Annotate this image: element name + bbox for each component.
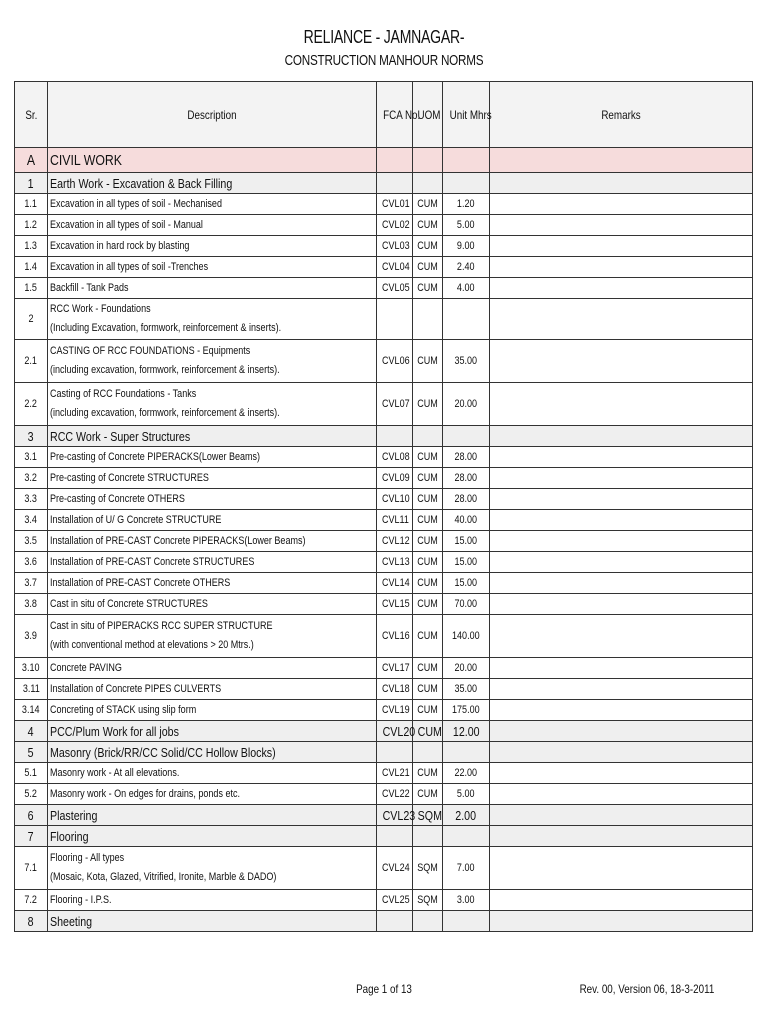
table-row bbox=[15, 510, 753, 531]
row-sr: 3.8 bbox=[15, 594, 48, 615]
row-description: Cast in situ of PIPERACKS RCC SUPER STRUCTURE (with conventional method at elevations > 20 Mtrs.) bbox=[48, 615, 377, 658]
row-uom bbox=[413, 173, 443, 194]
row-uom: SQM bbox=[413, 890, 443, 911]
row-uom: CUM bbox=[413, 552, 443, 573]
row-fca: CVL03 bbox=[377, 236, 413, 257]
row-description: Installation of Concrete PIPES CULVERTS bbox=[48, 679, 377, 700]
col-header-uom: UOM bbox=[413, 82, 443, 148]
row-remarks bbox=[490, 742, 753, 763]
table-row bbox=[15, 257, 753, 278]
group-row bbox=[15, 173, 753, 194]
row-fca: CVL09 bbox=[377, 468, 413, 489]
row-description: Flooring bbox=[48, 826, 377, 847]
row-unit-mhrs bbox=[443, 742, 490, 763]
table-row bbox=[15, 615, 753, 658]
row-sr: 2.1 bbox=[15, 340, 48, 383]
row-unit-mhrs: 28.00 bbox=[443, 489, 490, 510]
row-unit-mhrs: 20.00 bbox=[443, 658, 490, 679]
row-sr: 2 bbox=[15, 299, 48, 340]
row-fca: CVL08 bbox=[377, 447, 413, 468]
row-description: Installation of PRE-CAST Concrete STRUCTURES bbox=[48, 552, 377, 573]
row-remarks bbox=[490, 721, 753, 742]
row-remarks bbox=[490, 194, 753, 215]
row-uom: CUM bbox=[413, 700, 443, 721]
section-title: CIVIL WORK bbox=[48, 148, 377, 173]
row-unit-mhrs: 1.20 bbox=[443, 194, 490, 215]
row-uom: CUM bbox=[413, 278, 443, 299]
row-description: Excavation in hard rock by blasting bbox=[48, 236, 377, 257]
row-uom: CUM bbox=[413, 615, 443, 658]
row-sr: 5 bbox=[15, 742, 48, 763]
row-unit-mhrs: 9.00 bbox=[443, 236, 490, 257]
row-fca bbox=[377, 426, 413, 447]
row-uom bbox=[413, 299, 443, 340]
row-unit-mhrs bbox=[443, 173, 490, 194]
row-sr: 3.10 bbox=[15, 658, 48, 679]
row-description: Casting of RCC Foundations - Tanks (including excavation, formwork, reinforcement & inserts). bbox=[48, 383, 377, 426]
group-row bbox=[15, 805, 753, 826]
row-description: RCC Work - Super Structures bbox=[48, 426, 377, 447]
row-fca: CVL02 bbox=[377, 215, 413, 236]
row-description: Masonry work - At all elevations. bbox=[48, 763, 377, 784]
row-unit-mhrs bbox=[443, 911, 490, 932]
row-uom: CUM bbox=[413, 194, 443, 215]
table-row bbox=[15, 784, 753, 805]
row-remarks bbox=[490, 805, 753, 826]
row-sr: 3.5 bbox=[15, 531, 48, 552]
row-sr: 4 bbox=[15, 721, 48, 742]
group-row bbox=[15, 426, 753, 447]
table-row bbox=[15, 679, 753, 700]
row-remarks bbox=[490, 679, 753, 700]
row-fca: CVL12 bbox=[377, 531, 413, 552]
row-remarks bbox=[490, 489, 753, 510]
row-uom: CUM bbox=[413, 447, 443, 468]
row-uom: CUM bbox=[413, 489, 443, 510]
row-sr: 1.3 bbox=[15, 236, 48, 257]
row-description: Flooring - I.P.S. bbox=[48, 890, 377, 911]
row-uom: SQM bbox=[413, 847, 443, 890]
row-description: Earth Work - Excavation & Back Filling bbox=[48, 173, 377, 194]
row-unit-mhrs: 22.00 bbox=[443, 763, 490, 784]
row-remarks bbox=[490, 847, 753, 890]
row-fca: CVL14 bbox=[377, 573, 413, 594]
row-unit-mhrs: 15.00 bbox=[443, 552, 490, 573]
row-sr: 3.9 bbox=[15, 615, 48, 658]
row-fca: CVL20 bbox=[377, 721, 413, 742]
row-sr: 3.14 bbox=[15, 700, 48, 721]
row-sr: 1.5 bbox=[15, 278, 48, 299]
table-row bbox=[15, 700, 753, 721]
row-sr: 2.2 bbox=[15, 383, 48, 426]
row-fca: CVL24 bbox=[377, 847, 413, 890]
row-fca: CVL25 bbox=[377, 890, 413, 911]
row-remarks bbox=[490, 340, 753, 383]
row-uom: CUM bbox=[413, 679, 443, 700]
table-row bbox=[15, 215, 753, 236]
row-description: Masonry (Brick/RR/CC Solid/CC Hollow Blocks) bbox=[48, 742, 377, 763]
row-remarks bbox=[490, 257, 753, 278]
row-unit-mhrs: 5.00 bbox=[443, 784, 490, 805]
row-description: Installation of PRE-CAST Concrete OTHERS bbox=[48, 573, 377, 594]
row-sr: 7.1 bbox=[15, 847, 48, 890]
row-fca: CVL22 bbox=[377, 784, 413, 805]
row-uom: CUM bbox=[413, 510, 443, 531]
table-row bbox=[15, 763, 753, 784]
row-sr: 3.7 bbox=[15, 573, 48, 594]
row-description: Excavation in all types of soil - Manual bbox=[48, 215, 377, 236]
row-unit-mhrs bbox=[443, 299, 490, 340]
table-row bbox=[15, 847, 753, 890]
group-row bbox=[15, 911, 753, 932]
row-remarks bbox=[490, 552, 753, 573]
row-description: Cast in situ of Concrete STRUCTURES bbox=[48, 594, 377, 615]
row-remarks bbox=[490, 700, 753, 721]
table-row bbox=[15, 658, 753, 679]
row-unit-mhrs: 2.40 bbox=[443, 257, 490, 278]
row-description: Pre-casting of Concrete PIPERACKS(Lower Beams) bbox=[48, 447, 377, 468]
row-sr: 3.11 bbox=[15, 679, 48, 700]
row-uom bbox=[413, 742, 443, 763]
row-description: CASTING OF RCC FOUNDATIONS - Equipments (including excavation, formwork, reinforcement & inserts). bbox=[48, 340, 377, 383]
row-unit-mhrs: 40.00 bbox=[443, 510, 490, 531]
row-unit-mhrs: 28.00 bbox=[443, 468, 490, 489]
row-description: Excavation in all types of soil - Mechanised bbox=[48, 194, 377, 215]
company-title: RELIANCE - JAMNAGAR- bbox=[303, 27, 465, 47]
row-remarks bbox=[490, 784, 753, 805]
row-sr: 3 bbox=[15, 426, 48, 447]
page-number: Page 1 of 13 bbox=[356, 982, 412, 996]
row-uom: CUM bbox=[413, 658, 443, 679]
row-sr: 1.2 bbox=[15, 215, 48, 236]
row-uom: CUM bbox=[413, 340, 443, 383]
revision-info: Rev. 00, Version 06, 18-3-2011 bbox=[579, 982, 714, 996]
norms-table bbox=[14, 81, 753, 932]
row-remarks bbox=[490, 426, 753, 447]
row-remarks bbox=[490, 299, 753, 340]
row-description: Pre-casting of Concrete OTHERS bbox=[48, 489, 377, 510]
row-fca: CVL13 bbox=[377, 552, 413, 573]
col-header-sr: Sr. bbox=[15, 82, 48, 148]
row-unit-mhrs: 4.00 bbox=[443, 278, 490, 299]
table-header-row bbox=[15, 82, 753, 148]
table-row bbox=[15, 468, 753, 489]
table-row bbox=[15, 552, 753, 573]
col-header-fca: FCA No. bbox=[377, 82, 413, 148]
row-description: PCC/Plum Work for all jobs bbox=[48, 721, 377, 742]
row-remarks bbox=[490, 468, 753, 489]
table-row bbox=[15, 236, 753, 257]
row-uom: SQM bbox=[413, 805, 443, 826]
section-row bbox=[15, 148, 753, 173]
row-description: Excavation in all types of soil -Trenches bbox=[48, 257, 377, 278]
row-remarks bbox=[490, 173, 753, 194]
row-uom bbox=[413, 826, 443, 847]
table-row bbox=[15, 489, 753, 510]
row-remarks bbox=[490, 278, 753, 299]
row-sr: 3.2 bbox=[15, 468, 48, 489]
row-fca bbox=[377, 911, 413, 932]
row-fca bbox=[377, 826, 413, 847]
row-remarks bbox=[490, 911, 753, 932]
row-fca: CVL21 bbox=[377, 763, 413, 784]
row-description: Masonry work - On edges for drains, ponds etc. bbox=[48, 784, 377, 805]
row-sr: 8 bbox=[15, 911, 48, 932]
row-uom: CUM bbox=[413, 763, 443, 784]
row-fca: CVL04 bbox=[377, 257, 413, 278]
row-uom: CUM bbox=[413, 215, 443, 236]
row-description: Pre-casting of Concrete STRUCTURES bbox=[48, 468, 377, 489]
row-description: Sheeting bbox=[48, 911, 377, 932]
row-unit-mhrs: 15.00 bbox=[443, 531, 490, 552]
section-sr: A bbox=[15, 148, 48, 173]
row-sr: 3.4 bbox=[15, 510, 48, 531]
col-header-description: Description bbox=[48, 82, 377, 148]
row-description: Concrete PAVING bbox=[48, 658, 377, 679]
row-remarks bbox=[490, 658, 753, 679]
row-sr: 7 bbox=[15, 826, 48, 847]
row-fca: CVL01 bbox=[377, 194, 413, 215]
row-unit-mhrs bbox=[443, 426, 490, 447]
row-remarks bbox=[490, 236, 753, 257]
row-fca: CVL23 bbox=[377, 805, 413, 826]
table-row bbox=[15, 278, 753, 299]
row-unit-mhrs: 5.00 bbox=[443, 215, 490, 236]
col-header-unit-mhrs: Unit Mhrs bbox=[443, 82, 490, 148]
row-uom: CUM bbox=[413, 468, 443, 489]
row-remarks bbox=[490, 215, 753, 236]
row-description: Backfill - Tank Pads bbox=[48, 278, 377, 299]
row-remarks bbox=[490, 447, 753, 468]
row-remarks bbox=[490, 531, 753, 552]
col-header-remarks: Remarks bbox=[490, 82, 753, 148]
row-fca: CVL19 bbox=[377, 700, 413, 721]
row-uom: CUM bbox=[413, 784, 443, 805]
row-sr: 3.3 bbox=[15, 489, 48, 510]
row-remarks bbox=[490, 890, 753, 911]
row-sr: 7.2 bbox=[15, 890, 48, 911]
table-row bbox=[15, 573, 753, 594]
row-unit-mhrs: 35.00 bbox=[443, 340, 490, 383]
row-unit-mhrs: 28.00 bbox=[443, 447, 490, 468]
table-row bbox=[15, 890, 753, 911]
row-description: Installation of U/ G Concrete STRUCTURE bbox=[48, 510, 377, 531]
row-unit-mhrs: 70.00 bbox=[443, 594, 490, 615]
row-fca bbox=[377, 299, 413, 340]
row-unit-mhrs: 140.00 bbox=[443, 615, 490, 658]
row-fca: CVL15 bbox=[377, 594, 413, 615]
table-row bbox=[15, 194, 753, 215]
row-remarks bbox=[490, 615, 753, 658]
row-fca: CVL11 bbox=[377, 510, 413, 531]
group-row bbox=[15, 721, 753, 742]
group-row bbox=[15, 299, 753, 340]
row-fca: CVL05 bbox=[377, 278, 413, 299]
row-sr: 5.2 bbox=[15, 784, 48, 805]
row-unit-mhrs: 35.00 bbox=[443, 679, 490, 700]
row-fca bbox=[377, 742, 413, 763]
row-uom bbox=[413, 426, 443, 447]
row-unit-mhrs bbox=[443, 826, 490, 847]
row-unit-mhrs: 12.00 bbox=[443, 721, 490, 742]
row-remarks bbox=[490, 383, 753, 426]
table-row bbox=[15, 340, 753, 383]
table-row bbox=[15, 531, 753, 552]
row-sr: 3.6 bbox=[15, 552, 48, 573]
row-uom: CUM bbox=[413, 383, 443, 426]
row-unit-mhrs: 20.00 bbox=[443, 383, 490, 426]
row-fca: CVL07 bbox=[377, 383, 413, 426]
row-uom: CUM bbox=[413, 573, 443, 594]
row-description: Flooring - All types (Mosaic, Kota, Glazed, Vitrified, Ironite, Marble & DADO) bbox=[48, 847, 377, 890]
row-description: Installation of PRE-CAST Concrete PIPERACKS(Lower Beams) bbox=[48, 531, 377, 552]
table-row bbox=[15, 447, 753, 468]
table-row bbox=[15, 383, 753, 426]
row-remarks bbox=[490, 573, 753, 594]
row-uom: CUM bbox=[413, 594, 443, 615]
row-sr: 3.1 bbox=[15, 447, 48, 468]
row-sr: 1.4 bbox=[15, 257, 48, 278]
row-sr: 5.1 bbox=[15, 763, 48, 784]
table-row bbox=[15, 594, 753, 615]
row-uom: CUM bbox=[413, 721, 443, 742]
row-unit-mhrs: 7.00 bbox=[443, 847, 490, 890]
row-description: RCC Work - Foundations (Including Excavation, formwork, reinforcement & inserts). bbox=[48, 299, 377, 340]
document-title: CONSTRUCTION MANHOUR NORMS bbox=[284, 52, 484, 69]
group-row bbox=[15, 742, 753, 763]
row-unit-mhrs: 175.00 bbox=[443, 700, 490, 721]
row-fca: CVL18 bbox=[377, 679, 413, 700]
row-remarks bbox=[490, 826, 753, 847]
row-fca: CVL06 bbox=[377, 340, 413, 383]
row-uom: CUM bbox=[413, 257, 443, 278]
row-fca: CVL16 bbox=[377, 615, 413, 658]
row-sr: 6 bbox=[15, 805, 48, 826]
row-fca bbox=[377, 173, 413, 194]
row-uom: CUM bbox=[413, 236, 443, 257]
row-uom: CUM bbox=[413, 531, 443, 552]
row-unit-mhrs: 2.00 bbox=[443, 805, 490, 826]
row-description: Concreting of STACK using slip form bbox=[48, 700, 377, 721]
row-remarks bbox=[490, 510, 753, 531]
row-description: Plastering bbox=[48, 805, 377, 826]
row-uom bbox=[413, 911, 443, 932]
row-remarks bbox=[490, 594, 753, 615]
row-unit-mhrs: 15.00 bbox=[443, 573, 490, 594]
row-sr: 1.1 bbox=[15, 194, 48, 215]
group-row bbox=[15, 826, 753, 847]
row-fca: CVL17 bbox=[377, 658, 413, 679]
row-remarks bbox=[490, 763, 753, 784]
row-unit-mhrs: 3.00 bbox=[443, 890, 490, 911]
row-sr: 1 bbox=[15, 173, 48, 194]
row-fca: CVL10 bbox=[377, 489, 413, 510]
